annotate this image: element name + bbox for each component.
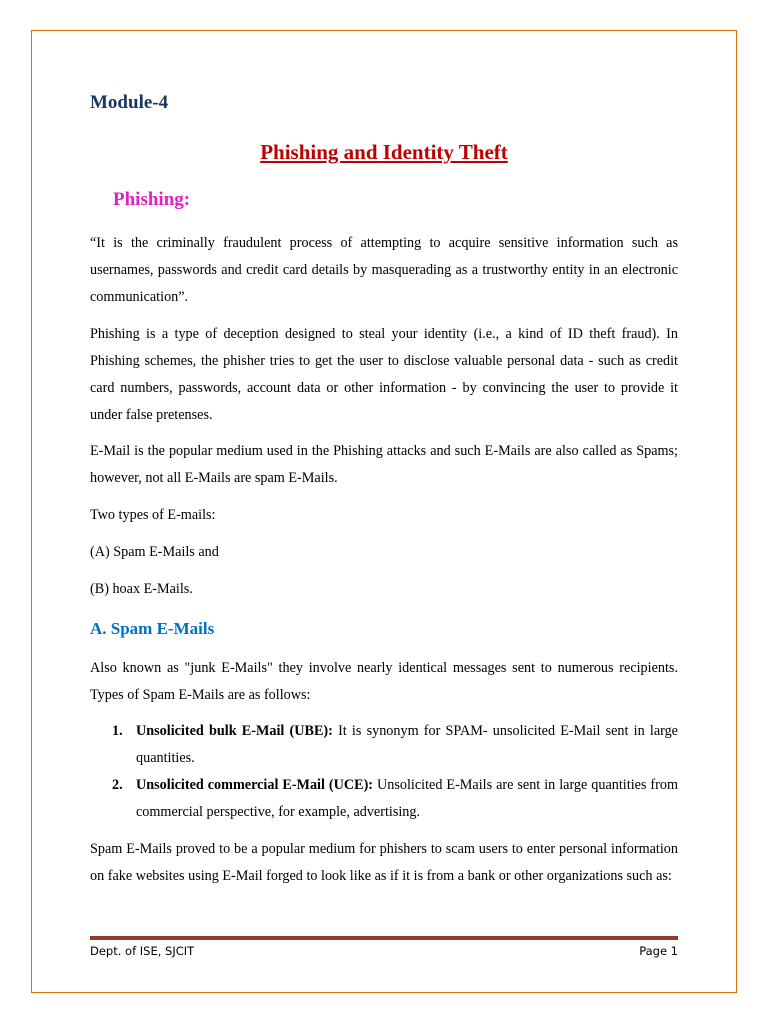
list-item-number: 2. [112, 777, 123, 793]
footer-page-number: Page 1 [639, 944, 678, 958]
definition-paragraph: “It is the criminally fraudulent process of attempting to acquire sensitive information such as usernames, passwords and credit card details by masquerading as a trustworthy entity in an electronic communication”. [90, 235, 678, 305]
phishing-description-paragraph: Phishing is a type of deception designed to steal your identity (i.e., a kind of ID theft fraud). In Phishing schemes, the phisher tries to get the user to disclose valuable personal data - such as credit card numbers, passwords, account data or other information - by convincing the user to provide it under false pretenses. [90, 326, 678, 423]
list-item-term: Unsolicited commercial E-Mail (UCE): [136, 777, 374, 793]
list-item-term: Unsolicited bulk E-Mail (UBE): [136, 723, 333, 739]
spam-types-list [90, 718, 678, 826]
module-title: Module-4 [90, 92, 169, 113]
closing-paragraph: Spam E-Mails proved to be a popular medium for phishers to scam users to enter personal information on fake websites using E-Mail forged to look like as if it is from a bank or other organizations such as: [90, 841, 678, 884]
list-item-number: 1. [112, 723, 123, 739]
spam-intro-paragraph: Also known as "junk E-Mails" they involve nearly identical messages sent to numerous recipients. Types of Spam E-Mails are as follows: [90, 660, 678, 703]
list-item [90, 772, 678, 826]
email-medium-paragraph: E-Mail is the popular medium used in the Phishing attacks and such E-Mails are also called as Spams; however, not all E-Mails are spam E-Mails. [90, 443, 678, 486]
sub-heading-spam-emails: A. Spam E-Mails [90, 619, 215, 638]
section-heading-phishing: Phishing: [113, 189, 191, 210]
page-title: Phishing and Identity Theft [260, 140, 508, 164]
list-item-text: Unsolicited E-Mails are sent in large quantities from commercial perspective, for example, advertising. [136, 777, 679, 820]
email-type-a: (A) Spam E-Mails and [90, 544, 219, 560]
footer-department: Dept. of ISE, SJCIT [90, 944, 195, 958]
list-item [90, 718, 678, 772]
email-type-b: (B) hoax E-Mails. [90, 581, 193, 597]
list-item-text: It is synonym for SPAM- unsolicited E-Mail sent in large quantities. [136, 723, 678, 766]
email-types-intro: Two types of E-mails: [90, 507, 216, 523]
footer-rule [90, 936, 678, 940]
